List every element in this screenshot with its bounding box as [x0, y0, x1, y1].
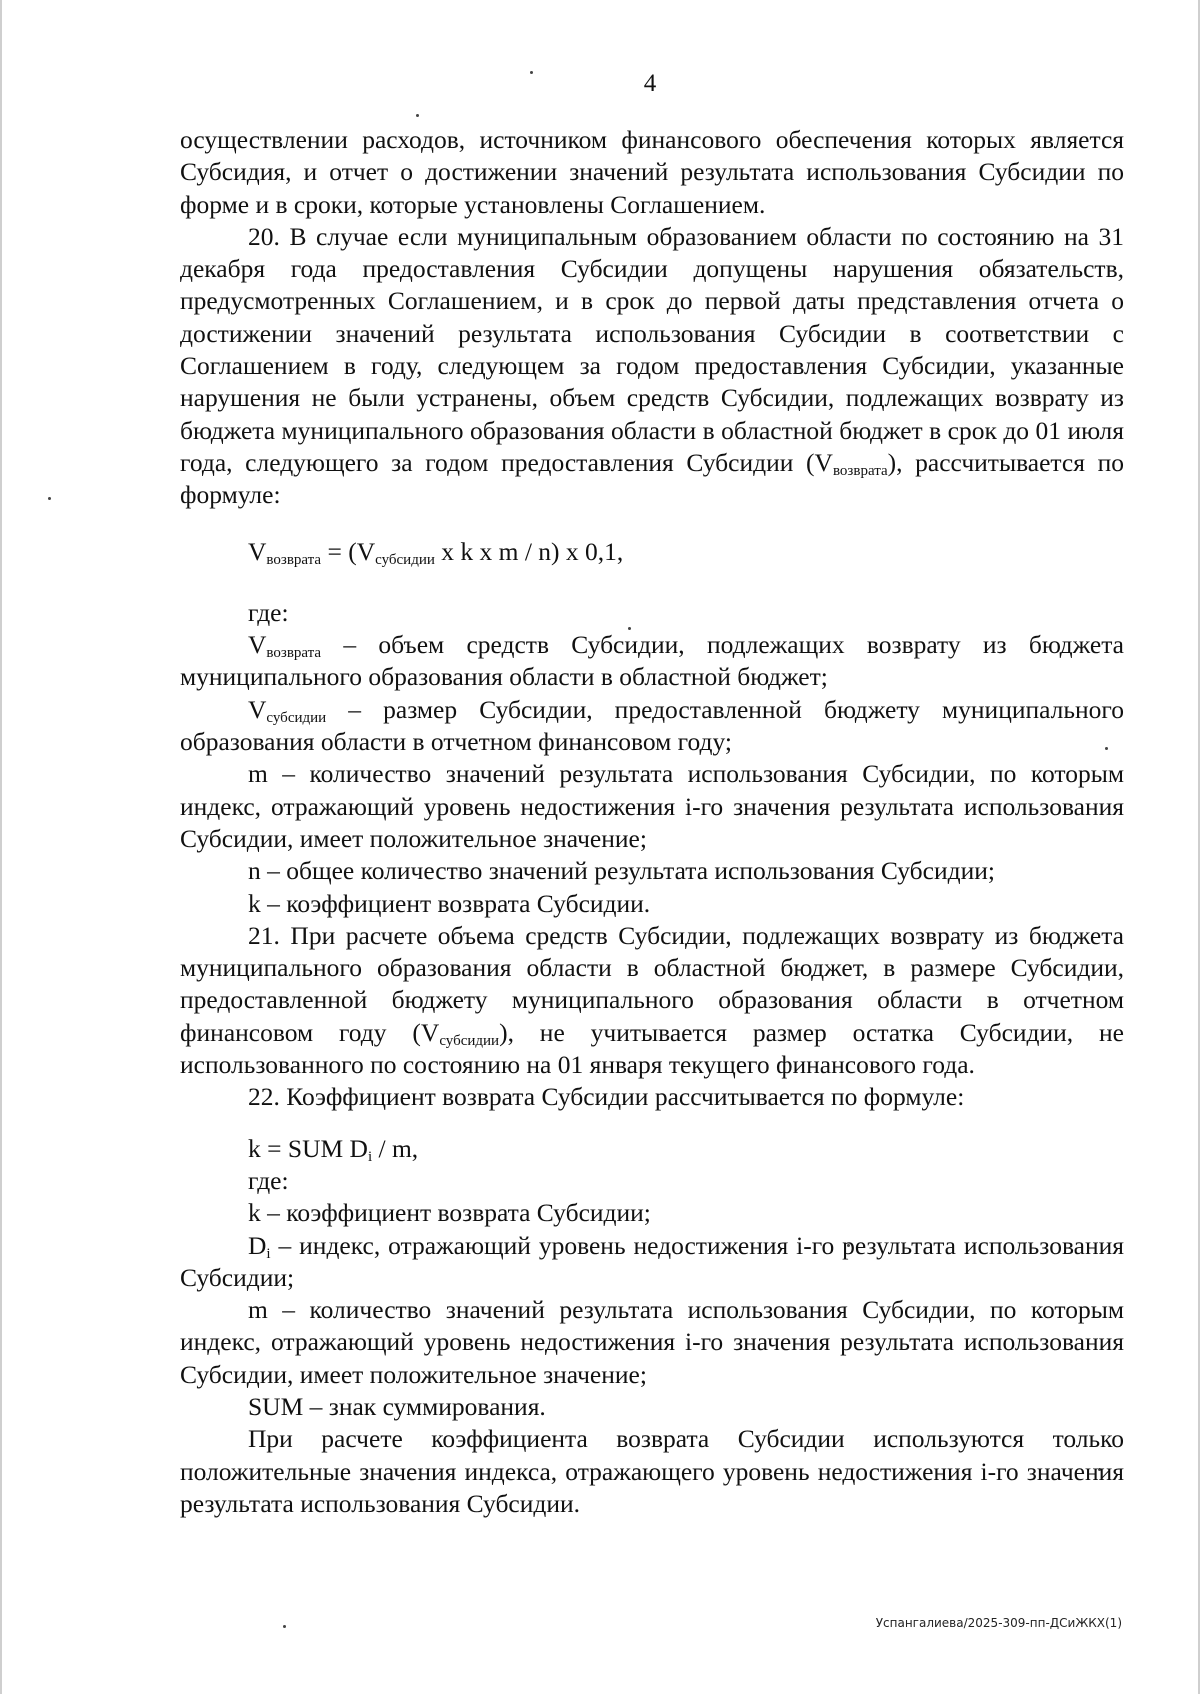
footer-reference: Успангалиева/2025-309-пп-ДСиЖКХ(1)	[875, 1616, 1122, 1630]
paragraph-continuation: осуществлении расходов, источником финансового обеспечения которых является Субсидия, и отчет о достижении значений результата использования Субсидии по форме и в сроки, которые установлены Соглашением.	[180, 125, 1124, 219]
definition-m: m – количество значений результата использования Субсидии, по которым индекс, отражающий уровень недостижения i-го значения результата использования Субсидии, имеет положительное значение;	[180, 759, 1124, 853]
where-label: где:	[248, 597, 289, 627]
definition-m: m – количество значений результата использования Субсидии, по которым индекс, отражающий уровень недостижения i-го значения результата использования Субсидии, имеет положительное значение;	[180, 1295, 1124, 1389]
paragraph-final: При расчете коэффициента возврата Субсидии используются только положительные значения индекса, отражающего уровень недостижения i-го значения результата использования Субсидии.	[180, 1424, 1124, 1518]
formula-return-volume: $V_{возврата} = (V_{субсидии}$ x k x m / n) x 0,1,	[248, 536, 624, 568]
definition-d-i: $D_i$ – индекс, отражающий уровень недостижения i-го результата использования Субсидии;	[180, 1230, 1124, 1292]
definition-k: k – коэффициент возврата Субсидии.	[248, 888, 651, 918]
scan-speck	[48, 497, 51, 500]
definition-v-return: $V_{возврата}$ – объем средств Субсидии, подлежащих возврату из бюджета муниципального образования области в областной бюджет;	[180, 630, 1124, 692]
definition-n: n – общее количество значений результата использования Субсидии;	[248, 856, 995, 886]
paragraph-22: 22. Коэффициент возврата Субсидии рассчитывается по формуле:	[248, 1082, 965, 1112]
scan-speck	[283, 1625, 286, 1628]
paragraph-20: 20. В случае если муниципальным образованием области по состоянию на 31 декабря года предоставления Субсидии допущены нарушения обязательств, предусмотренных Соглашением, и в срок до первой даты представления отчета о достижении значений результата использования Субсидии в соответствии с Соглашением в году, следующем за годом предоставления Субсидии, указанные нарушения не были устранены, объем средств Субсидии, подлежащих возврату из бюджета муниципального образования области в областной бюджет в срок до 01 июля года, следующего за годом предоставления Субсидии $(V_{возврата})$, рассчитывается по формуле:	[180, 221, 1124, 510]
paragraph-21: 21. При расчете объема средств Субсидии, подлежащих возврату из бюджета муниципального образования области в областной бюджет, в размере Субсидии, предоставленной бюджету муниципального образования области в отчетном финансовом году $(V_{субсидии})$, не учитывается размер остатка Субсидии, не использованного по состоянию на 01 января текущего финансового года.	[180, 920, 1124, 1080]
definition-k: k – коэффициент возврата Субсидии;	[248, 1198, 651, 1228]
definition-sum: SUM – знак суммирования.	[248, 1391, 546, 1421]
page-number: 4	[643, 70, 657, 97]
formula-return-coefficient: k = SUM $D_i$ / m,	[248, 1133, 419, 1165]
definition-v-subsidy: $V_{субсидии}$ – размер Субсидии, предоставленной бюджету муниципального образования области в отчетном финансовом году;	[180, 694, 1124, 757]
where-label: где:	[248, 1165, 289, 1195]
document-body	[180, 124, 1124, 1520]
scan-speck	[416, 114, 419, 117]
scan-edge-left	[0, 0, 2, 1694]
